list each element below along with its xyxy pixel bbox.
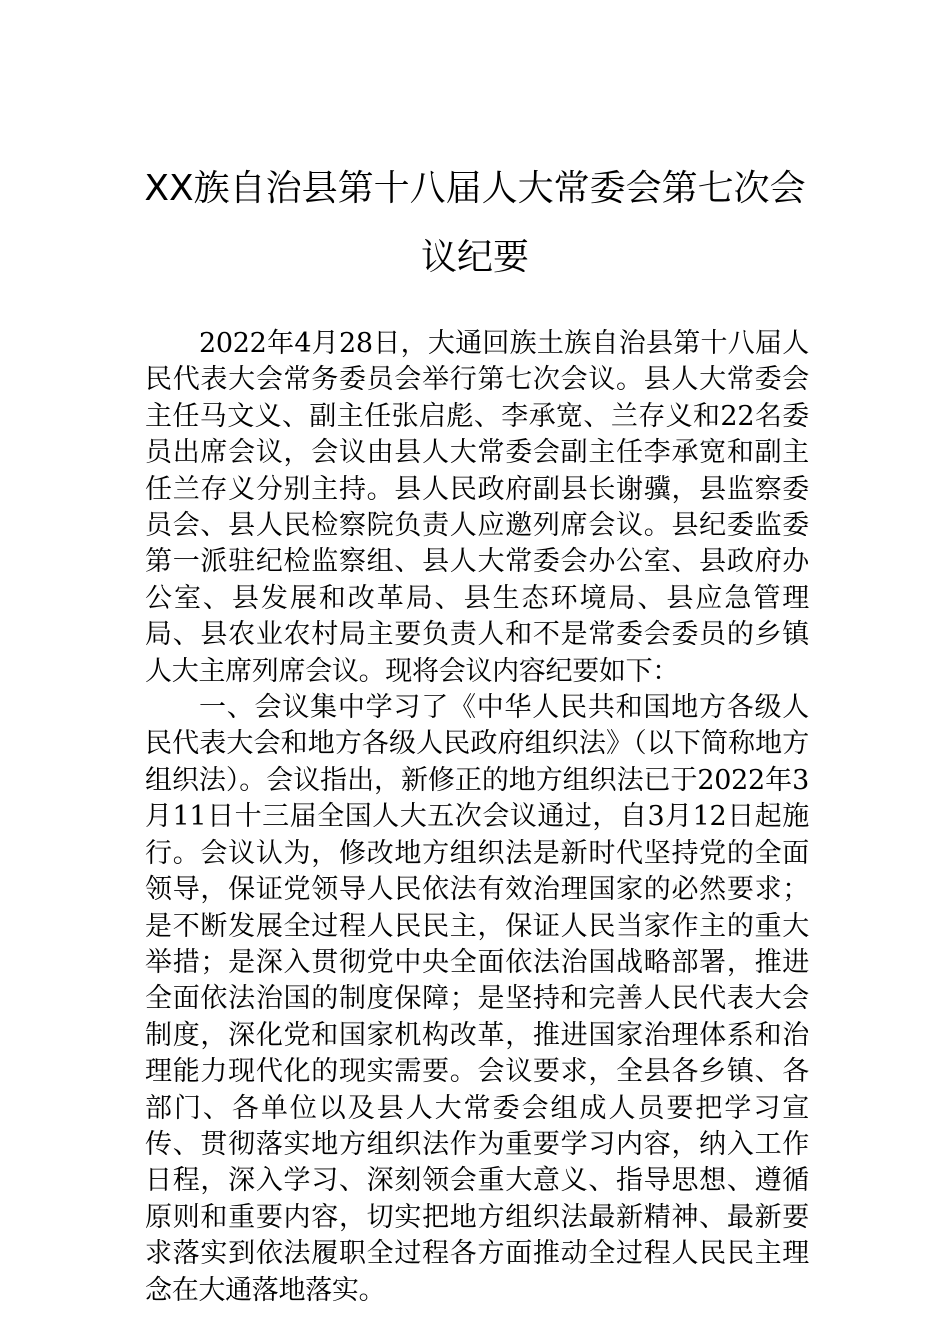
paragraph-item-1: 一、会议集中学习了《中华人民共和国地方各级人民代表大会和地方各级人民政府组织法》（以下简称地方组织法）。会议指出，新修正的地方组织法已于2022年3月11日十三届全国人大五次会议通过，自3月12日起施行。会议认为，修改地方组织法是新时代坚持党的全面领导，保证党领导人民依法有效治理国家的必然要求；是不断发展全过程人民民主，保证人民当家作主的重大举措；是深入贯彻党中央全面依法治国战略部署，推进全面依法治国的制度保障；是坚持和完善人民代表大会制度，深化党和国家机构改革，推进国家治理体系和治理能力现代化的现实需要。会议要求，全县各乡镇、各部门、各单位以及县人大常委会组成人员要把学习宣传、贯彻落实地方组织法作为重要学习内容，纳入工作日程，深入学习、深刻领会重大意义、指导思想、遵循原则和重要内容，切实把地方组织法最新精神、最新要求落实到依法履职全过程各方面推动全过程人民民主理念在大通落地落实。 bbox=[145, 692, 809, 1306]
document-title-line-2: 议纪要 bbox=[420, 237, 529, 278]
document-title-line-1: XX族自治县第十八届人大常委会第七次会 bbox=[144, 168, 806, 209]
paragraph-intro: 2022年4月28日，大通回族土族自治县第十八届人民代表大会常务委员会举行第七次会议。县人大常委会主任马文义、副主任张启彪、李承宽、兰存义和22名委员出席会议，会议由县人大常委会副主任李承宽和副主任兰存义分别主持。县人民政府副县长谢骥，县监察委员会、县人民检察院负责人应邀列席会议。县纪委监委第一派驻纪检监察组、县人大常委会办公室、县政府办公室、县发展和改革局、县生态环境局、县应急管理局、县农业农村局主要负责人和不是常委会委员的乡镇人大主席列席会议。现将会议内容纪要如下： bbox=[145, 328, 809, 687]
document-body bbox=[145, 326, 809, 1309]
